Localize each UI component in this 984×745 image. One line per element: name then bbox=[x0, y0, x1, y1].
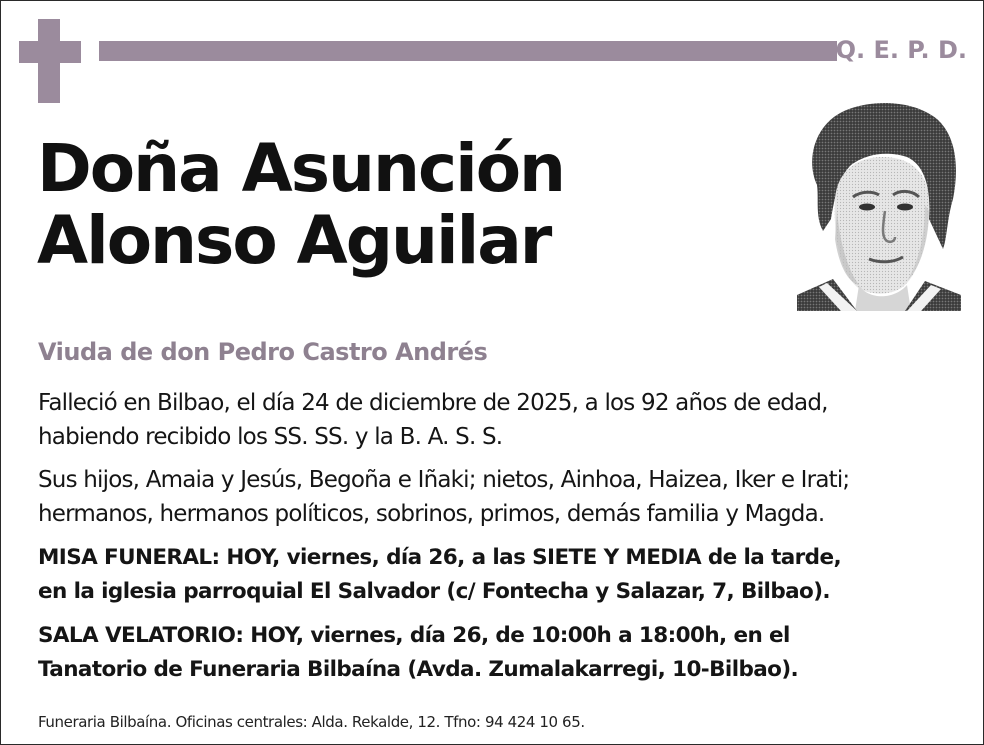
death-line-2: habiendo recibido los SS. SS. y la B. A. S. S. bbox=[38, 424, 503, 450]
header-rule bbox=[99, 41, 837, 61]
qepd-badge: Q. E. P. D. bbox=[835, 36, 967, 64]
mass-line-1: MISA FUNERAL: HOY, viernes, día 26, a las SIETE Y MEDIA de la tarde, bbox=[38, 545, 842, 570]
funeral-mass-notice bbox=[38, 541, 841, 609]
deceased-name bbox=[37, 130, 757, 279]
wake-line-2: Tanatorio de Funeraria Bilbaína (Avda. Zumalakarregi, 10-Bilbao). bbox=[38, 657, 799, 682]
mass-line-2: en la iglesia parroquial El Salvador (c/ Fontecha y Salazar, 7, Bilbao). bbox=[38, 579, 830, 604]
name-line-1: Doña Asunción bbox=[37, 130, 565, 207]
family-line-1: Sus hijos, Amaia y Jesús, Begoña e Iñaki; nietos, Ainhoa, Haizea, Iker e Irati; bbox=[38, 467, 850, 493]
portrait-image bbox=[797, 99, 961, 311]
funeral-home-footer: Funeraria Bilbaína. Oficinas centrales: Alda. Rekalde, 12. Tfno: 94 424 10 65. bbox=[38, 713, 585, 731]
name-line-2: Alonso Aguilar bbox=[37, 202, 551, 279]
family-line-2: hermanos, hermanos políticos, sobrinos, primos, demás familia y Magda. bbox=[38, 501, 825, 527]
family-notice bbox=[38, 463, 849, 531]
death-notice bbox=[38, 386, 828, 454]
cross-icon bbox=[19, 19, 81, 103]
portrait-photo bbox=[797, 99, 961, 311]
wake-line-1: SALA VELATORIO: HOY, viernes, día 26, de 10:00h a 18:00h, en el bbox=[38, 623, 790, 648]
death-line-1: Falleció en Bilbao, el día 24 de diciembre de 2025, a los 92 años de edad, bbox=[38, 390, 828, 416]
subtitle-widow-of: Viuda de don Pedro Castro Andrés bbox=[38, 338, 488, 366]
wake-notice bbox=[38, 619, 798, 687]
